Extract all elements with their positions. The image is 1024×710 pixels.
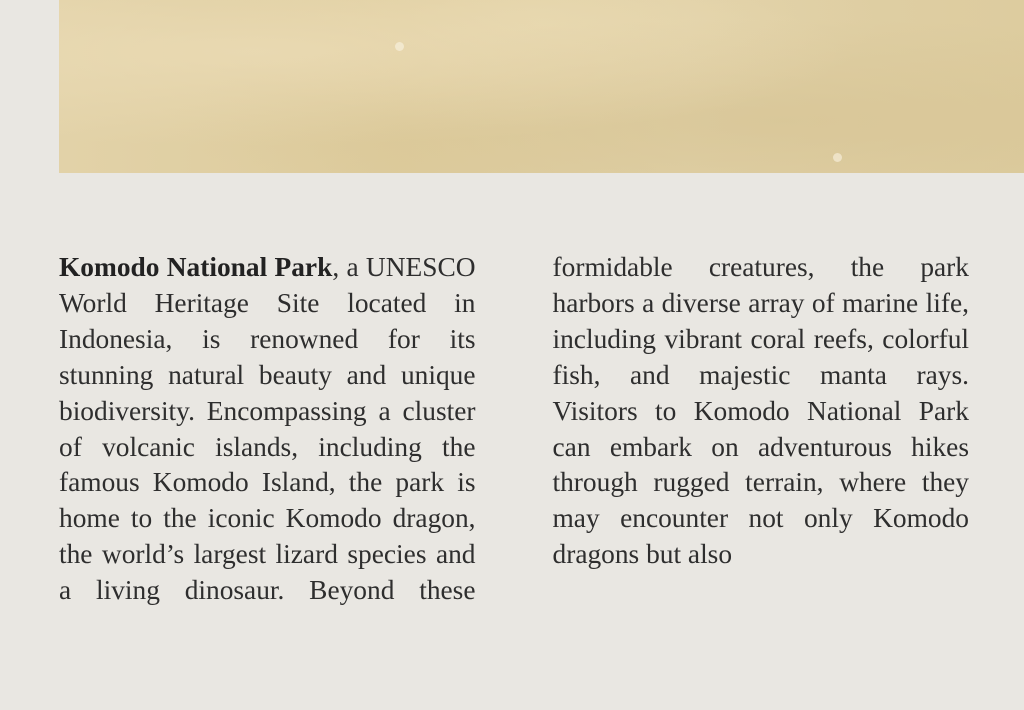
image-speck <box>395 42 404 51</box>
article-body <box>59 250 969 610</box>
article-lead-title: Komodo National Park <box>59 252 333 282</box>
article-paragraph <box>59 250 969 610</box>
image-speck <box>833 153 842 162</box>
article-text: , a UNESCO World Heritage Site located in Indonesia, is renowned for its stunning natural beauty and unique biodiversity. Encompassing a cluster of volcanic islands, including the famous Komodo Island, the park is home to the iconic Komodo dragon, the world’s largest lizard species and a living dinosaur. Beyond these formidable creatures, the park harbors a diverse array of marine life, including vibrant coral reefs, colorful fish, and majestic manta rays. Visitors to Komodo National Park can embark on adventurous hikes through rugged terrain, where they may encounter not only Komodo dragons but also <box>59 252 969 606</box>
header-image <box>59 0 1024 173</box>
